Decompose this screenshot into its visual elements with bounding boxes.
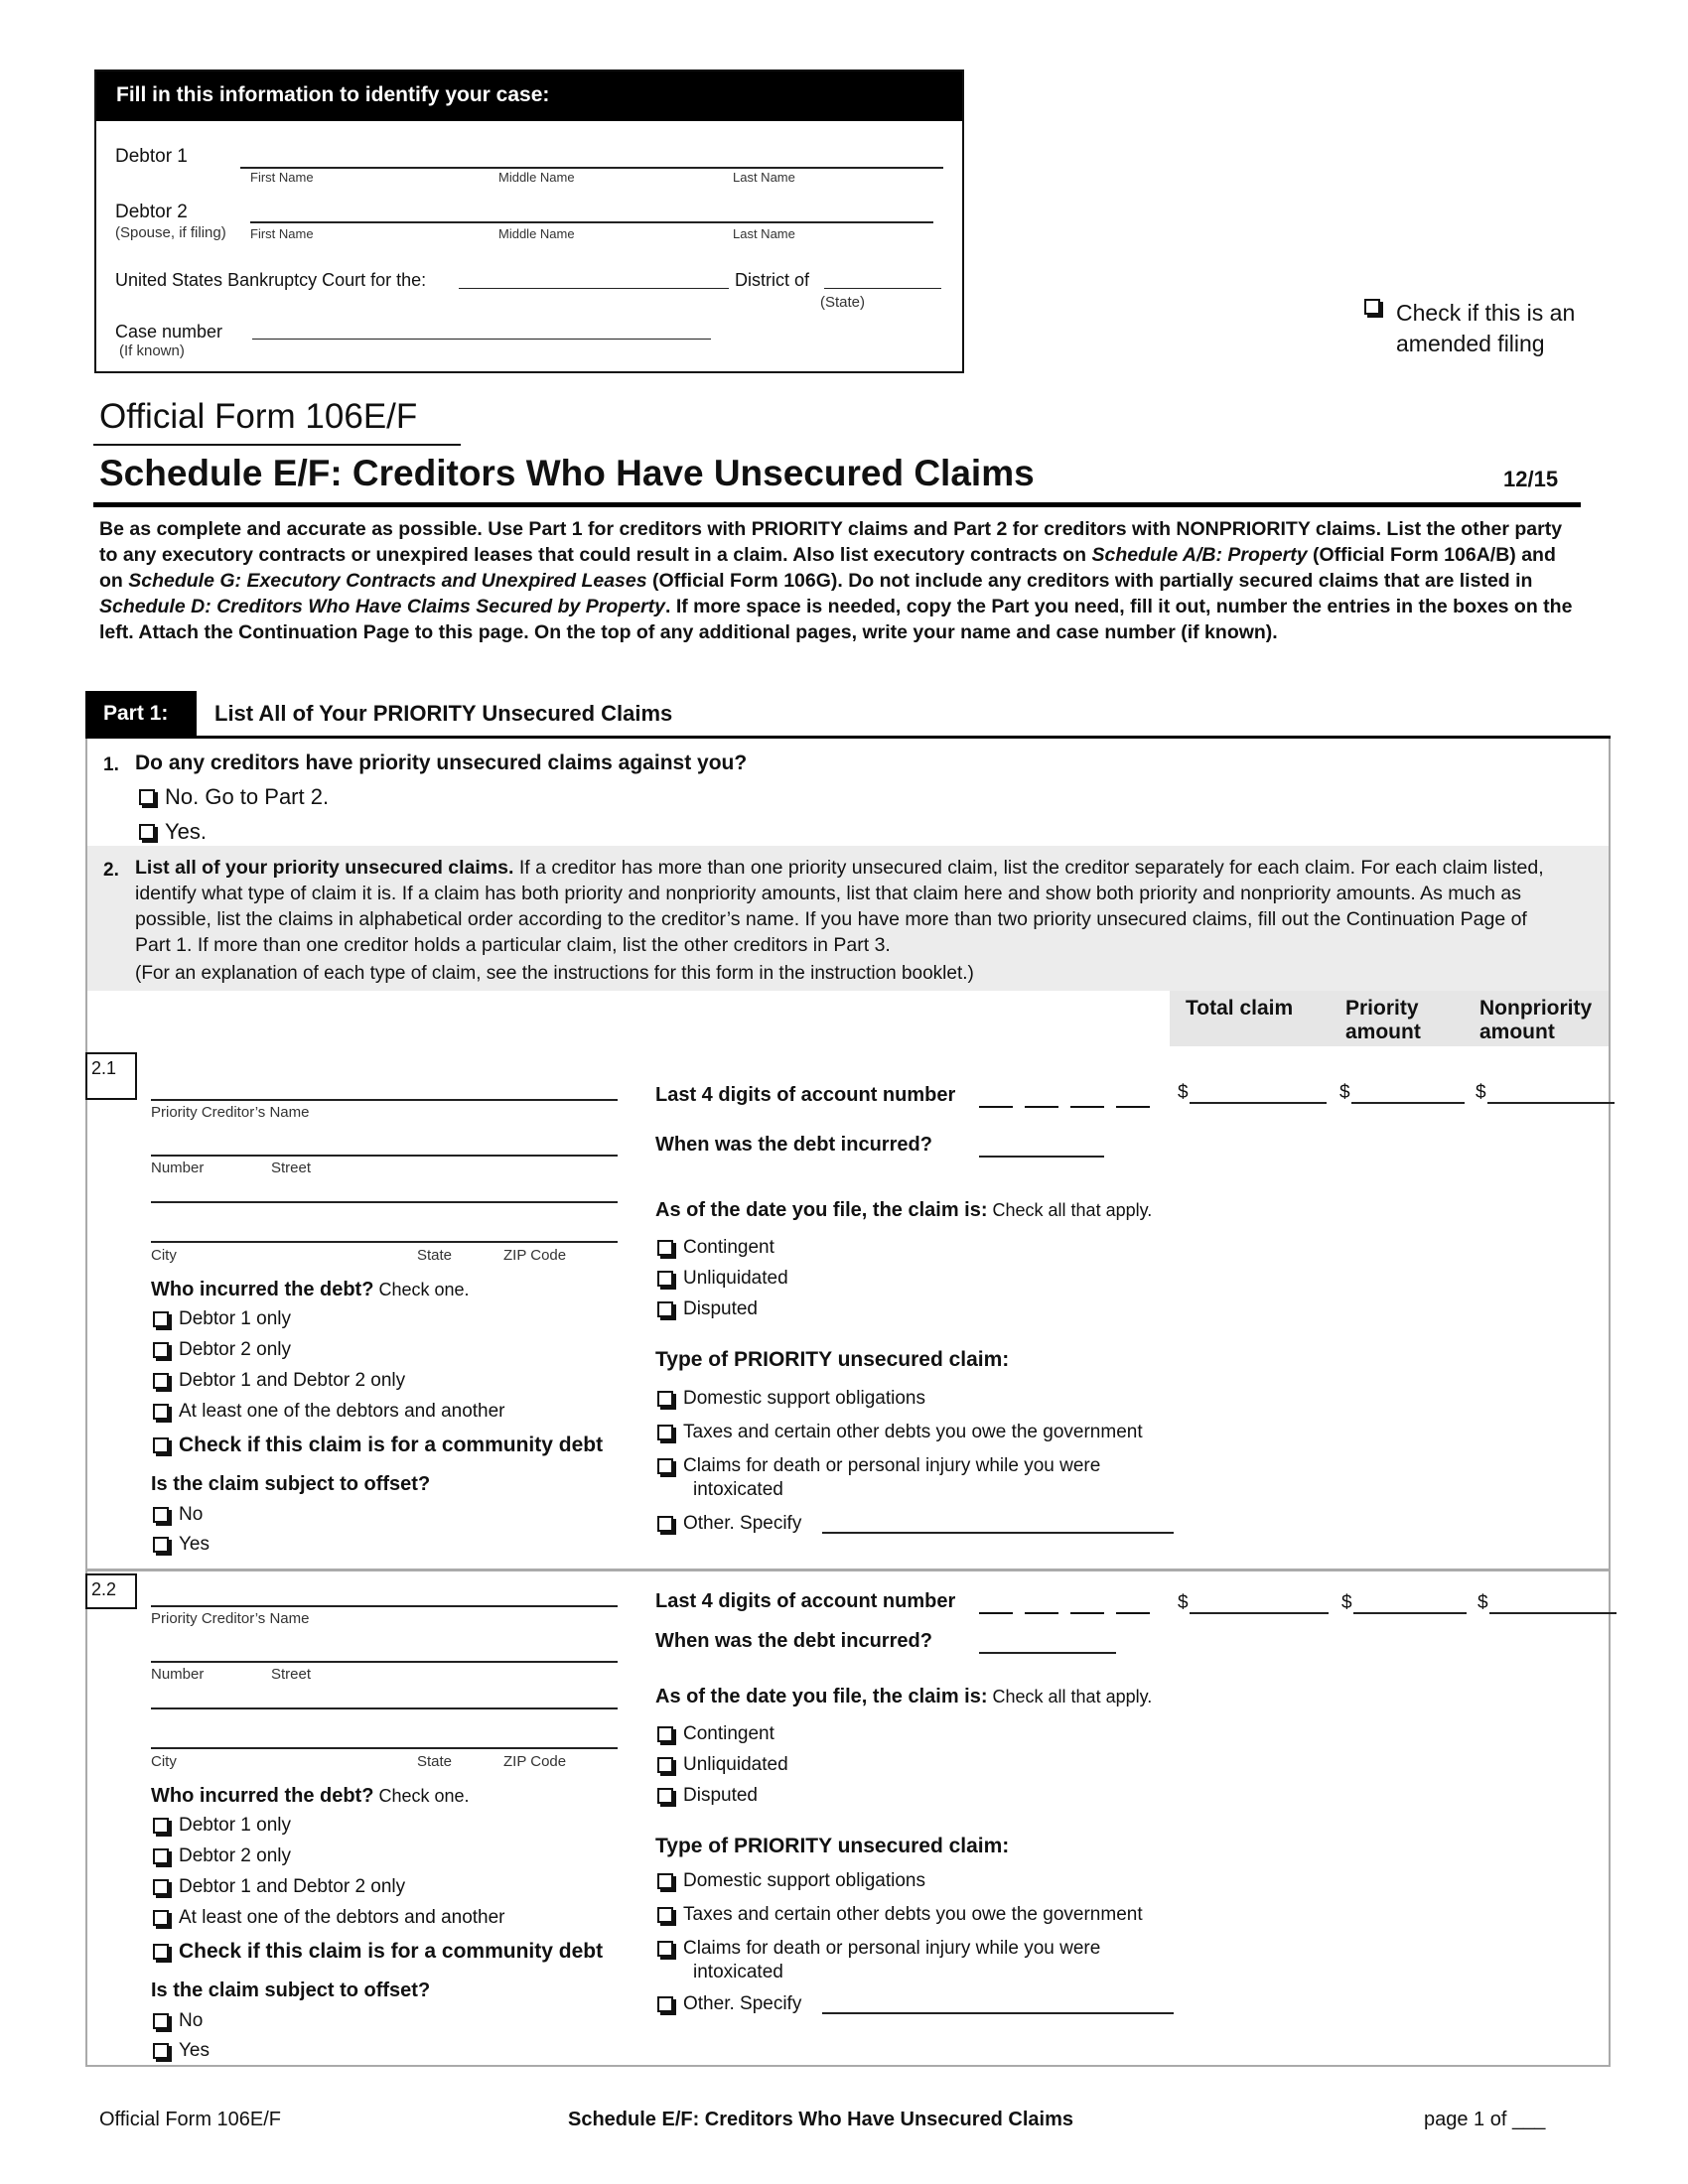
total-claim-field[interactable] bbox=[1190, 1102, 1327, 1104]
q1-text: Do any creditors have priority unsecured claims against you? bbox=[135, 751, 748, 774]
asof-q: As of the date you file, the claim is: bbox=[655, 1199, 988, 1221]
offset-no-option[interactable] bbox=[153, 1504, 203, 1526]
opt-label: Yes bbox=[179, 2040, 210, 2061]
unliquidated-option[interactable] bbox=[657, 1268, 788, 1290]
who-check: Check one. bbox=[373, 1280, 470, 1299]
claim-status-question bbox=[655, 1199, 1152, 1222]
q1-no-label: No. Go to Part 2. bbox=[165, 784, 330, 809]
opt-label: Debtor 2 only bbox=[179, 1339, 292, 1360]
form-number: Official Form 106E/F bbox=[99, 397, 418, 436]
other-specify-field[interactable] bbox=[822, 1532, 1174, 1534]
death-injury-cont: intoxicated bbox=[693, 1479, 783, 1500]
total-claim-dollar: $ bbox=[1178, 1082, 1189, 1103]
checkbox-icon bbox=[153, 1848, 169, 1864]
debtor2-only-option[interactable] bbox=[153, 1339, 291, 1361]
district-label: District of bbox=[735, 270, 810, 290]
middle-name-label: Middle Name bbox=[498, 170, 575, 185]
opt-label: Debtor 2 only bbox=[179, 1845, 292, 1866]
number-label: Number bbox=[151, 1160, 205, 1176]
number-label: Number bbox=[151, 1666, 205, 1683]
zip-label: ZIP Code bbox=[503, 1753, 567, 1770]
case-number-label: Case number bbox=[115, 322, 223, 341]
opt-label: Debtor 1 and Debtor 2 only bbox=[179, 1370, 406, 1391]
community-debt-option[interactable] bbox=[153, 1940, 603, 1964]
opt-label: Check if this claim is for a community debt bbox=[179, 1940, 604, 1963]
opt-label: Domestic support obligations bbox=[683, 1388, 925, 1409]
checkbox-icon bbox=[153, 1373, 169, 1389]
debt-incurred-label: When was the debt incurred? bbox=[655, 1630, 932, 1652]
debt-incurred-label: When was the debt incurred? bbox=[655, 1134, 932, 1156]
form-number-rule bbox=[93, 444, 461, 446]
opt-label: Claims for death or personal injury while you were bbox=[683, 1455, 1101, 1476]
opt-label: At least one of the debtors and another bbox=[179, 1401, 505, 1422]
account-digits-label: Last 4 digits of account number bbox=[655, 1084, 956, 1106]
offset-yes-option[interactable] bbox=[153, 1534, 210, 1556]
checkbox-icon bbox=[657, 1391, 673, 1407]
form-title: Schedule E/F: Creditors Who Have Unsecured Claims bbox=[99, 453, 1035, 493]
claim-separator bbox=[85, 1569, 1611, 1571]
debtor-and-another-option[interactable] bbox=[153, 1401, 505, 1423]
col-priority: Priority amount bbox=[1345, 997, 1421, 1044]
case-number-field[interactable] bbox=[252, 339, 711, 340]
q1-yes-label: Yes. bbox=[165, 819, 208, 844]
footer-page: page 1 of ___ bbox=[1424, 2109, 1546, 2130]
title-rule bbox=[93, 502, 1581, 507]
debtor1-label: Debtor 1 bbox=[115, 146, 188, 167]
opt-label: Debtor 1 and Debtor 2 only bbox=[179, 1876, 406, 1897]
other-specify-field[interactable] bbox=[822, 2012, 1174, 2014]
account-digits-field[interactable] bbox=[979, 1596, 1162, 1614]
q2-body: If a creditor has more than one priority unsecured claim, list the creditor separately for each claim. For each claim listed, identify what type of claim it is. If a claim has both priority and nonpriority amounts, list that claim here and show both priority and nonpriority amounts. As much as possible, list the claims in alphabetical order according to the creditor’s name. If you have more than two priority unsecured claims, fill out the Continuation Page of Part 1. If more than one creditor holds a particular claim, list the other creditors in Part 3. bbox=[135, 857, 1544, 956]
taxes-option[interactable] bbox=[657, 1422, 1143, 1443]
offset-question: Is the claim subject to offset? bbox=[151, 1979, 431, 2001]
opt-label: Debtor 1 only bbox=[179, 1815, 292, 1836]
opt-label: Other. Specify bbox=[683, 1993, 802, 2014]
debtor2-only-option[interactable] bbox=[153, 1845, 291, 1867]
both-debtors-option[interactable] bbox=[153, 1876, 405, 1898]
opt-label: At least one of the debtors and another bbox=[179, 1907, 505, 1928]
checkbox-icon bbox=[139, 824, 155, 840]
checkbox-icon bbox=[657, 1788, 673, 1804]
q1-no-option[interactable] bbox=[139, 784, 329, 810]
intro-t7: . If more space is needed, copy the Part you need, fill it out, number the entries in the boxes on the left. Attach the Continuation Page to this page. On the top of any additional pages, write your name and case number (if known). bbox=[99, 596, 1573, 643]
checkbox-icon bbox=[153, 1507, 169, 1523]
opt-label: Domestic support obligations bbox=[683, 1870, 925, 1891]
account-digits-label: Last 4 digits of account number bbox=[655, 1590, 956, 1612]
checkbox-icon bbox=[153, 1879, 169, 1895]
contingent-option[interactable] bbox=[657, 1237, 774, 1259]
other-specify-option[interactable] bbox=[657, 1513, 801, 1535]
priority-amount-field[interactable] bbox=[1351, 1102, 1465, 1104]
opt-label: Check if this claim is for a community debt bbox=[179, 1433, 604, 1456]
priority-dollar: $ bbox=[1339, 1082, 1350, 1103]
court-field[interactable] bbox=[459, 288, 729, 289]
priority-amount-field[interactable] bbox=[1353, 1612, 1467, 1614]
claim-number-box[interactable]: 2.2 bbox=[85, 1573, 137, 1609]
last-name-label: Last Name bbox=[733, 170, 795, 185]
intro-t5: (Official Form 106G). Do not include any creditors with partially secured claims that are listed in bbox=[646, 570, 1533, 592]
debtor1-only-option[interactable] bbox=[153, 1815, 291, 1837]
last-name-label-2: Last Name bbox=[733, 226, 795, 241]
checkbox-icon bbox=[153, 1944, 169, 1960]
death-injury-cont: intoxicated bbox=[693, 1962, 783, 1982]
who-q: Who incurred the debt? bbox=[151, 1785, 374, 1807]
opt-label: Unliquidated bbox=[683, 1268, 788, 1289]
q2-number: 2. bbox=[103, 860, 119, 881]
checkbox-icon bbox=[657, 1907, 673, 1923]
opt-label: No bbox=[179, 1504, 204, 1525]
amended-line2: amended filing bbox=[1396, 331, 1545, 356]
address-line-2[interactable] bbox=[151, 1707, 618, 1709]
case-number-sub: (If known) bbox=[119, 342, 185, 359]
footer-form-number: Official Form 106E/F bbox=[99, 2109, 282, 2130]
claim-number-box[interactable]: 2.1 bbox=[85, 1052, 137, 1100]
opt-label: Disputed bbox=[683, 1785, 758, 1806]
city-label: City bbox=[151, 1753, 177, 1770]
middle-name-label-2: Middle Name bbox=[498, 226, 575, 241]
disputed-option[interactable] bbox=[657, 1298, 758, 1320]
who-check: Check one. bbox=[373, 1786, 470, 1806]
q1-yes-option[interactable] bbox=[139, 819, 207, 845]
checkbox-icon bbox=[153, 1537, 169, 1553]
offset-yes-option[interactable] bbox=[153, 2040, 210, 2062]
part1-title: List All of Your PRIORITY Unsecured Claims bbox=[214, 701, 673, 726]
checkbox-icon bbox=[657, 1458, 673, 1474]
debt-incurred-field[interactable] bbox=[979, 1652, 1116, 1654]
opt-label: Other. Specify bbox=[683, 1513, 802, 1534]
checkbox-icon bbox=[1364, 299, 1380, 315]
creditor-name-label: Priority Creditor’s Name bbox=[151, 1610, 310, 1627]
nonpriority-dollar: $ bbox=[1476, 1082, 1486, 1103]
claim-status-question bbox=[655, 1686, 1152, 1708]
creditor-name-field[interactable] bbox=[151, 1099, 618, 1101]
asof-check: Check all that apply. bbox=[987, 1687, 1153, 1706]
district-field[interactable] bbox=[824, 288, 941, 289]
account-digits-field[interactable] bbox=[979, 1090, 1162, 1108]
first-name-label-2: First Name bbox=[250, 226, 314, 241]
city-field[interactable] bbox=[151, 1747, 618, 1749]
checkbox-icon bbox=[153, 1404, 169, 1420]
street-field[interactable] bbox=[151, 1661, 618, 1663]
debtor2-sub: (Spouse, if filing) bbox=[115, 224, 226, 241]
priority-type-question: Type of PRIORITY unsecured claim: bbox=[655, 1835, 1010, 1857]
creditor-name-field[interactable] bbox=[151, 1605, 618, 1607]
asof-q: As of the date you file, the claim is: bbox=[655, 1686, 988, 1707]
checkbox-icon bbox=[657, 1301, 673, 1317]
amended-line1: Check if this is an bbox=[1396, 300, 1576, 326]
state-label: State bbox=[417, 1247, 453, 1264]
checkbox-icon bbox=[657, 1516, 673, 1532]
address-line-2[interactable] bbox=[151, 1201, 618, 1203]
who-q: Who incurred the debt? bbox=[151, 1279, 374, 1300]
taxes-option[interactable] bbox=[657, 1904, 1143, 1926]
death-injury-option[interactable] bbox=[657, 1938, 1100, 1960]
opt-label: Debtor 1 only bbox=[179, 1308, 292, 1329]
checkbox-icon bbox=[153, 1311, 169, 1327]
checkbox-icon bbox=[657, 1240, 673, 1256]
checkbox-icon bbox=[153, 2013, 169, 2029]
intro-t2: Schedule A/B: Property bbox=[1091, 544, 1308, 566]
checkbox-icon bbox=[657, 1757, 673, 1773]
creditor-name-label: Priority Creditor’s Name bbox=[151, 1104, 310, 1121]
q1-number: 1. bbox=[103, 754, 119, 775]
contingent-option[interactable] bbox=[657, 1723, 774, 1745]
nonpriority-amount-field[interactable] bbox=[1487, 1102, 1615, 1104]
debtor2-name-field[interactable] bbox=[250, 221, 933, 223]
part1-tag: Part 1: bbox=[85, 691, 197, 737]
checkbox-icon bbox=[657, 1941, 673, 1957]
checkbox-icon bbox=[153, 1437, 169, 1453]
asof-check: Check all that apply. bbox=[987, 1200, 1153, 1220]
opt-label: Unliquidated bbox=[683, 1754, 788, 1775]
community-debt-option[interactable] bbox=[153, 1433, 603, 1457]
nonpriority-dollar: $ bbox=[1477, 1592, 1488, 1613]
opt-label: Contingent bbox=[683, 1237, 774, 1258]
q2-note: (For an explanation of each type of claim, see the instructions for this form in the instruction booklet.) bbox=[135, 963, 974, 984]
q2-bold: List all of your priority unsecured claims. bbox=[135, 857, 514, 879]
intro-t4: Schedule G: Executory Contracts and Unexpired Leases bbox=[128, 570, 647, 592]
domestic-support-option[interactable] bbox=[657, 1388, 925, 1410]
court-label: United States Bankruptcy Court for the: bbox=[115, 270, 427, 290]
first-name-label: First Name bbox=[250, 170, 314, 185]
debtor2-label: Debtor 2 bbox=[115, 202, 188, 222]
opt-label: Contingent bbox=[683, 1723, 774, 1744]
street-field[interactable] bbox=[151, 1155, 618, 1157]
total-claim-field[interactable] bbox=[1190, 1612, 1329, 1614]
intro-t3: (Official Form 106A/B) and on bbox=[99, 544, 1556, 592]
opt-label: Taxes and certain other debts you owe the government bbox=[683, 1422, 1143, 1442]
opt-label: Claims for death or personal injury while you were bbox=[683, 1938, 1101, 1959]
amended-filing-checkbox[interactable] bbox=[1364, 298, 1380, 316]
who-incurred-question bbox=[151, 1279, 470, 1301]
zip-label: ZIP Code bbox=[503, 1247, 567, 1264]
offset-question: Is the claim subject to offset? bbox=[151, 1473, 431, 1495]
debtor-and-another-option[interactable] bbox=[153, 1907, 505, 1929]
intro-t1: Be as complete and accurate as possible. Use Part 1 for creditors with PRIORITY claims and Part 2 for creditors with NONPRIORITY claims. List the other party to any executory contracts or unexpired leases that could result in a claim. Also list executory contracts on bbox=[99, 518, 1563, 566]
checkbox-icon bbox=[657, 1873, 673, 1889]
death-injury-option[interactable] bbox=[657, 1455, 1100, 1477]
debtor1-only-option[interactable] bbox=[153, 1308, 291, 1330]
col-total-claim: Total claim bbox=[1186, 997, 1294, 1020]
disputed-option[interactable] bbox=[657, 1785, 758, 1807]
unliquidated-option[interactable] bbox=[657, 1754, 788, 1776]
checkbox-icon bbox=[153, 1342, 169, 1358]
col-nonpriority: Nonpriority amount bbox=[1479, 997, 1593, 1044]
checkbox-icon bbox=[153, 2043, 169, 2059]
intro-t6: Schedule D: Creditors Who Have Claims Secured by Property bbox=[99, 596, 665, 617]
form-version: 12/15 bbox=[1503, 467, 1559, 491]
priority-type-question: Type of PRIORITY unsecured claim: bbox=[655, 1348, 1010, 1371]
checkbox-icon bbox=[657, 1425, 673, 1440]
street-label: Street bbox=[271, 1160, 312, 1176]
other-specify-option[interactable] bbox=[657, 1993, 801, 2015]
footer-title: Schedule E/F: Creditors Who Have Unsecured Claims bbox=[568, 2109, 1074, 2130]
debt-incurred-field[interactable] bbox=[979, 1156, 1104, 1158]
checkbox-icon bbox=[139, 789, 155, 805]
opt-label: Yes bbox=[179, 1534, 210, 1555]
street-label: Street bbox=[271, 1666, 312, 1683]
opt-label: Disputed bbox=[683, 1298, 758, 1319]
checkbox-icon bbox=[657, 1726, 673, 1742]
q2-text bbox=[135, 855, 1565, 958]
checkbox-icon bbox=[657, 1271, 673, 1287]
priority-dollar: $ bbox=[1341, 1592, 1352, 1613]
debtor1-name-field[interactable] bbox=[240, 167, 943, 169]
total-claim-dollar: $ bbox=[1178, 1592, 1189, 1613]
both-debtors-option[interactable] bbox=[153, 1370, 405, 1392]
state-sub: (State) bbox=[820, 294, 866, 311]
case-info-header: Fill in this information to identify your case: bbox=[96, 71, 962, 121]
intro-paragraph bbox=[99, 516, 1579, 645]
offset-no-option[interactable] bbox=[153, 2010, 203, 2032]
opt-label: No bbox=[179, 2010, 204, 2031]
domestic-support-option[interactable] bbox=[657, 1870, 925, 1892]
opt-label: Taxes and certain other debts you owe the government bbox=[683, 1904, 1143, 1925]
state-label: State bbox=[417, 1753, 453, 1770]
city-field[interactable] bbox=[151, 1241, 618, 1243]
nonpriority-amount-field[interactable] bbox=[1489, 1612, 1617, 1614]
checkbox-icon bbox=[657, 1996, 673, 2012]
amended-filing-label bbox=[1396, 298, 1575, 359]
who-incurred-question bbox=[151, 1785, 470, 1808]
checkbox-icon bbox=[153, 1818, 169, 1834]
city-label: City bbox=[151, 1247, 177, 1264]
checkbox-icon bbox=[153, 1910, 169, 1926]
